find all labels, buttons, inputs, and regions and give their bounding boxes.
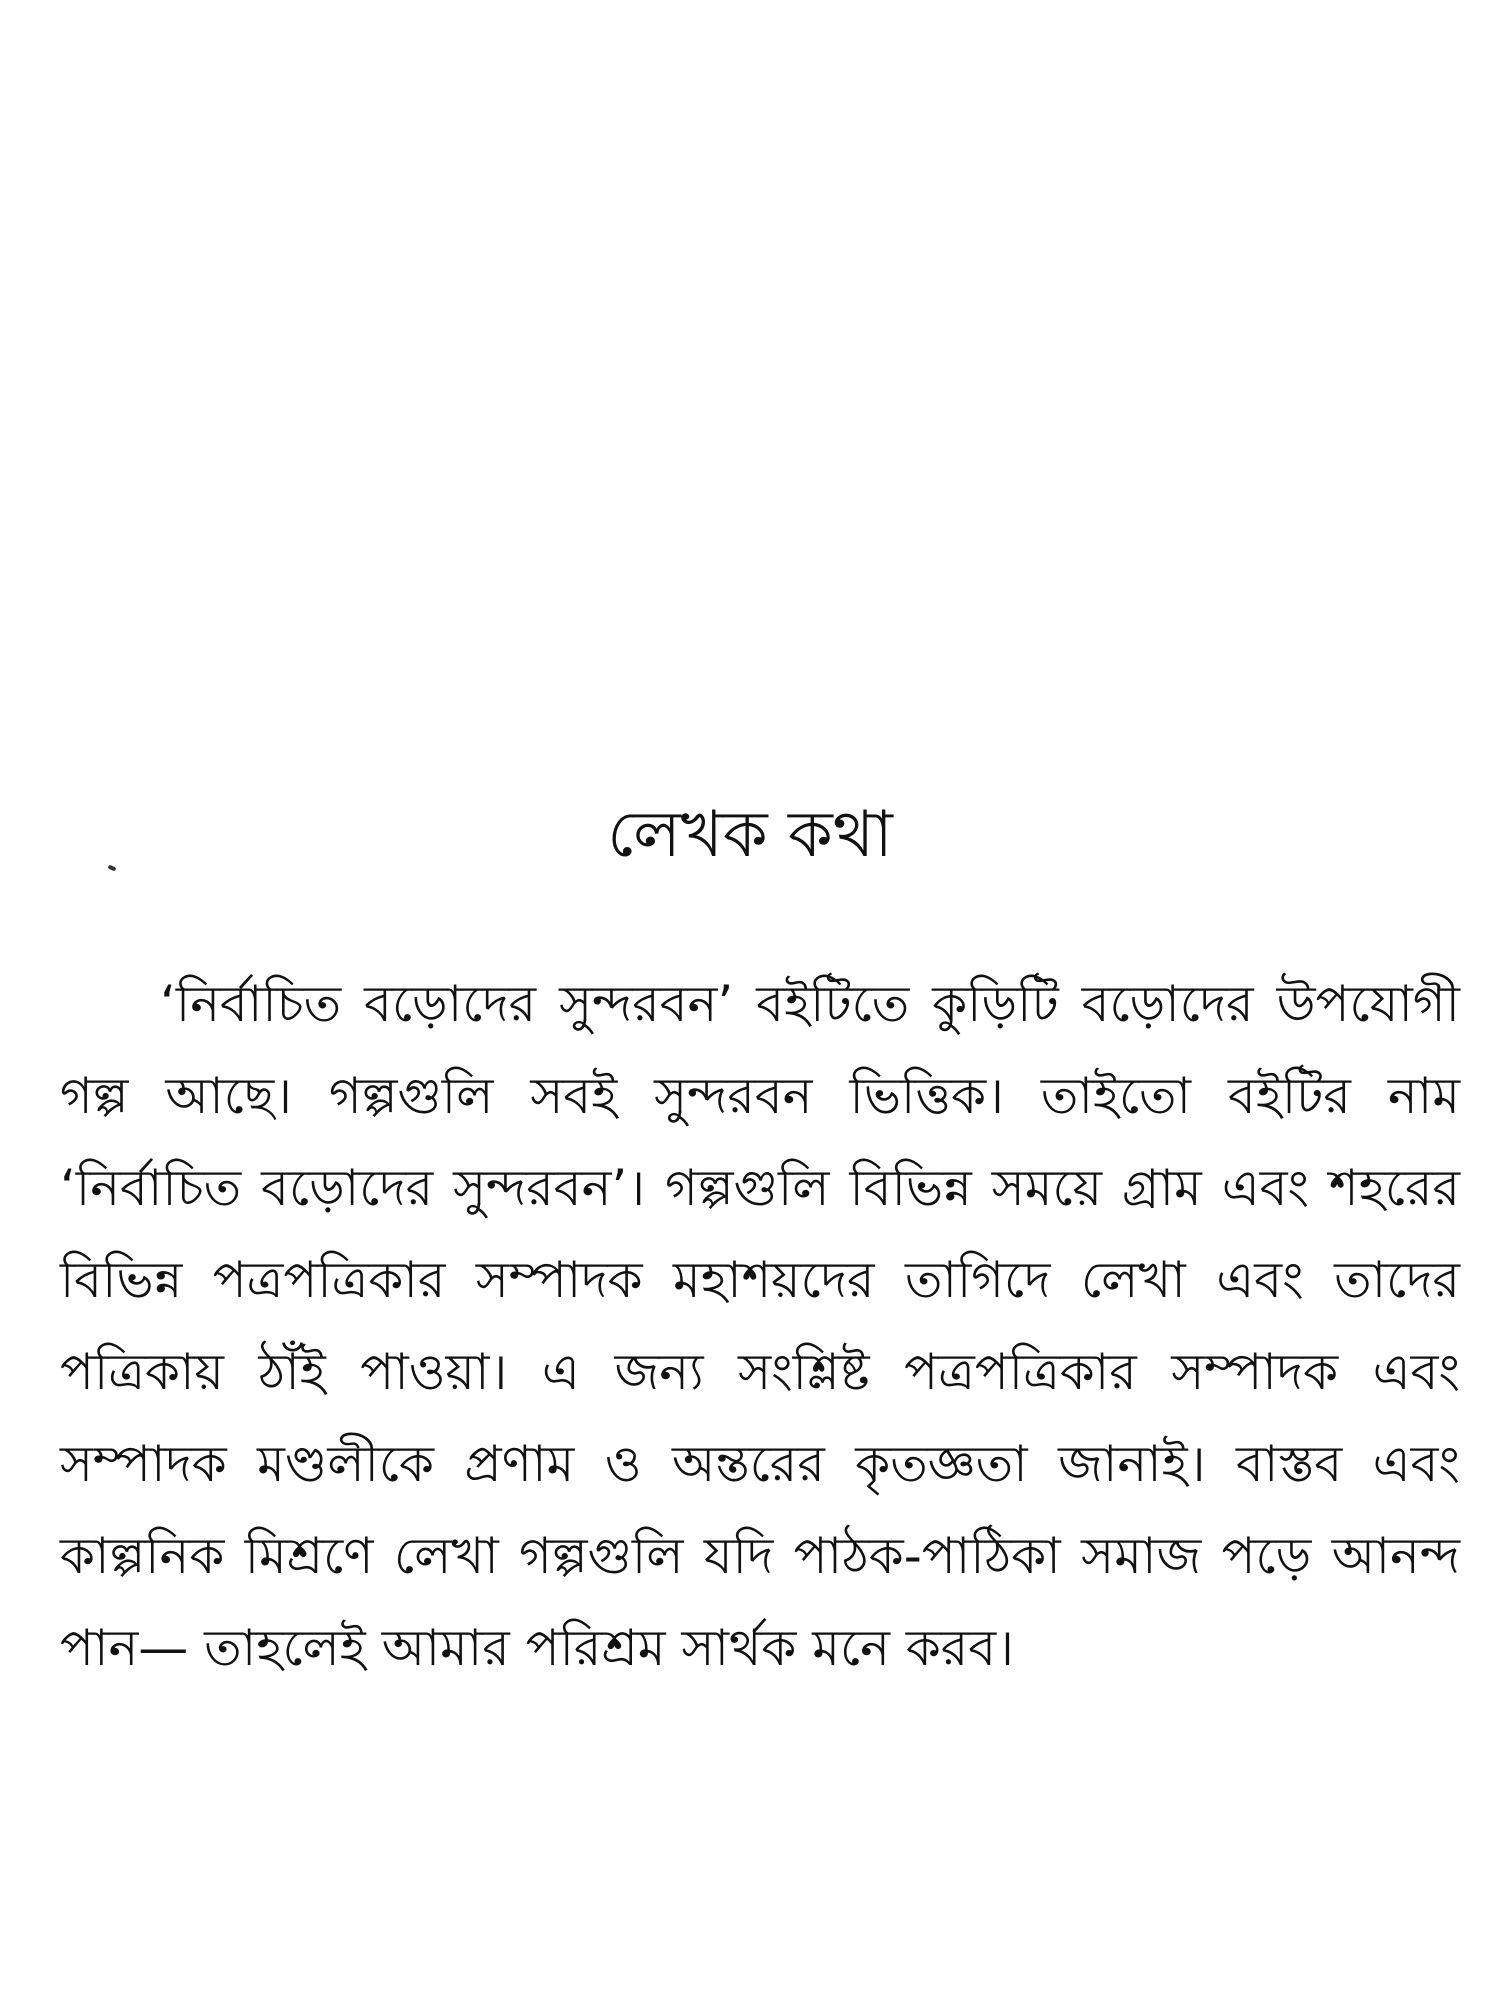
page-title: লেখক কথা [607,798,893,872]
body-paragraph: ‘নির্বাচিত বড়োদের সুন্দরবন’ বইটিতে কুড়িটি বড়োদের উপযোগী গল্প আছে। গল্পগুলি সবই সুন্দরবন ভিত্তিক। তাইতো বইটির নাম ‘নির্বাচিত বড়োদের সুন্দরবন’। গল্পগুলি বিভিন্ন সময়ে গ্রাম এবং শহরের বিভিন্ন পত্রপত্রিকার সম্পাদক মহাশয়দের তাগিদে লেখা এবং তাদের পত্রিকায় ঠাঁই পাওয়া। এ জন্য সংশ্লিষ্ট পত্রপত্রিকার সম্পাদক এবং সম্পাদক মণ্ডলীকে প্রণাম ও অন্তরের কৃতজ্ঞতা জানাই। বাস্তব এবং কাল্পনিক মিশ্রণে লেখা গল্পগুলি যদি পাঠক-পাঠিকা সমাজ পড়ে আনন্দ পান— তাহলেই আমার পরিশ্রম সার্থক মনে করব। [60,975,1460,1677]
body-paragraph-container [60,958,1460,1694]
